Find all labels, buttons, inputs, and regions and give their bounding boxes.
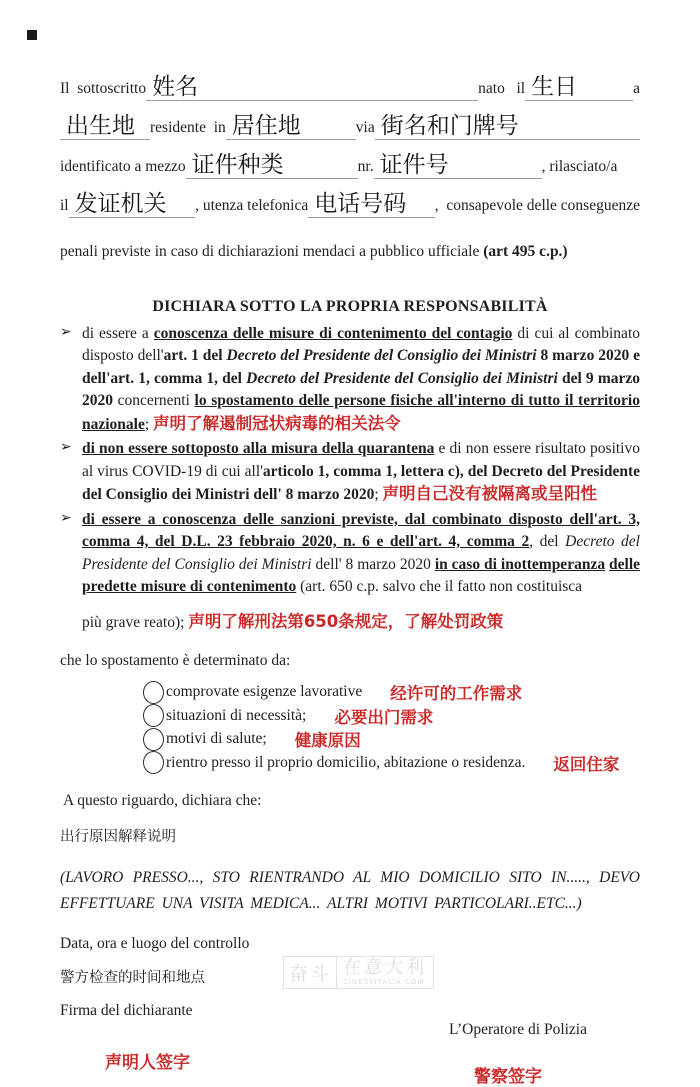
movement-intro: che lo spostamento è determinato da: — [60, 651, 291, 669]
more-serious-offense-line: più grave reato); 声明了解刑法第650条规定，了解处罚政策 — [82, 611, 504, 631]
declaration-title: DICHIARA SOTTO LA PROPRIA RESPONSABILITÀ — [152, 297, 548, 315]
penal-consequences-line: penali previste in caso di dichiarazioni mendaci a pubblico ufficiale (art 495 c.p.) — [60, 243, 568, 260]
declarant-signature-cn: 声明人签字 — [105, 1052, 190, 1073]
label-nato-il: nato il — [478, 80, 526, 97]
health-note-cn: 健康原因 — [294, 731, 361, 751]
birthdate-field[interactable] — [525, 75, 633, 101]
police-operator-label: L’Operatore di Polizia — [448, 1020, 587, 1038]
watermark — [283, 956, 434, 989]
regard-statement-cn: 出行原因解释说明 — [60, 828, 176, 845]
residence-field[interactable] — [226, 114, 356, 140]
birthplace-field[interactable] — [60, 114, 150, 140]
label-utenza-telefonica: , utenza telefonica — [195, 197, 309, 214]
label-via: via — [355, 119, 375, 136]
option-return-home: rientro presso il proprio domicilio, abitazione o residenza. 返回住家 — [143, 751, 640, 775]
label-residente-in: residente in — [150, 119, 226, 136]
bullet-containment-measures: ➢ di essere a conoscenza delle misure di contenimento del contagio di cui al combinato disposto dell'art. 1 del Decreto del Presidente del Consiglio dei Ministri 8 marzo 2020 e dell'art. 1, comma 1, del Decreto del Presidente del Consiglio dei Ministri del 9 marzo 2020 concernenti lo spostamento delle persone fisiche all'interno di tutto il territorio nazionale; 声明了解遏制冠状病毒的相关法令 — [60, 323, 640, 437]
signature-row — [60, 1048, 640, 1087]
form-row-issuer — [60, 179, 640, 218]
phone-field[interactable] — [308, 192, 434, 218]
street-placeholder: 街名和门牌号 — [380, 112, 519, 139]
declarant-signature-label: Firma del dichiarante — [60, 1001, 193, 1019]
label-a: a — [633, 80, 640, 97]
option-work-needs: comprovate esigenze lavorative 经许可的工作需求 — [143, 681, 640, 705]
id-type-placeholder: 证件种类 — [191, 151, 284, 178]
birthdate-placeholder: 生日 — [531, 73, 578, 100]
arrow-bullet-icon: ➢ — [60, 440, 72, 455]
watermark-name-site: 在意大利 CINESEITALIA.COM — [337, 956, 434, 989]
residence-placeholder: 居住地 — [231, 112, 301, 139]
label-nr: nr. — [357, 158, 374, 175]
bullet-sanctions: ➢ di essere a conoscenza delle sanzioni previste, dal combinato disposto dell'art. 3, comma 4, del D.L. 23 febbraio 2020, n. 6 e dell'art. 4, comma 2, del Decreto del Presidente del Consiglio dei Ministri dell' 8 marzo 2020 in caso di inottemperanza delle predette misure di contenimento (art. 650 c.p. salvo che il fatto non costituisca — [60, 509, 640, 599]
street-field[interactable] — [375, 114, 640, 140]
label-consapevole: , consapevole delle conseguenze — [434, 197, 640, 214]
phone-placeholder: 电话号码 — [314, 190, 407, 217]
radio-circle-work[interactable] — [143, 681, 164, 704]
control-date-place: Data, ora e luogo del controllo — [60, 934, 250, 952]
radio-circle-health[interactable] — [143, 728, 164, 751]
form-row-name — [60, 62, 640, 101]
label-identificato: identificato a mezzo — [60, 158, 186, 175]
id-number-placeholder: 证件号 — [379, 151, 449, 178]
page-corner-mark — [27, 30, 37, 40]
form-row-id — [60, 140, 640, 179]
label-il: il — [60, 197, 69, 214]
issuer-field[interactable] — [69, 192, 195, 218]
work-note-cn: 经许可的工作需求 — [390, 684, 523, 704]
arrow-bullet-icon: ➢ — [60, 510, 72, 526]
id-number-field[interactable] — [374, 153, 542, 179]
issuer-placeholder: 发证机关 — [74, 190, 167, 217]
option-health: motivi di salute; 健康原因 — [143, 728, 640, 752]
arrow-bullet-icon: ➢ — [60, 324, 72, 340]
control-date-place-cn: 警方检查的时间和地点 — [60, 969, 205, 986]
radio-circle-return-home[interactable] — [143, 751, 164, 774]
name-placeholder: 姓名 — [152, 73, 199, 100]
regard-statement: A questo riguardo, dichiara che: — [63, 791, 262, 809]
police-signature-cn: 警察签字 — [474, 1066, 542, 1087]
return-home-note-cn: 返回住家 — [553, 754, 620, 774]
bullet-no-quarantine: ➢ di non essere sottoposto alla misura della quarantena e di non essere risultato positivo al virus COVID-19 di cui all'articolo 1, comma 1, lettera c), del Decreto del Presidente del Consiglio dei Ministri dell' 8 marzo 2020; 声明自己没有被隔离或呈阳性 — [60, 438, 640, 507]
declaration-bullets — [60, 323, 640, 632]
form-row-residence — [60, 101, 640, 140]
reason-options — [143, 681, 640, 775]
label-rilasciato: , rilasciato/a — [541, 158, 618, 175]
option-necessity: situazioni di necessità; 必要出门需求 — [143, 704, 640, 728]
watermark-logo-box: 奋斗 — [283, 956, 337, 989]
necessity-note-cn: 必要出门需求 — [334, 707, 434, 727]
reason-examples-italic: (LAVORO PRESSO..., STO RIENTRANDO AL MIO DOMICILIO SITO IN....., DEVO EFFETTUARE UNA VISITA MEDICA... ALTRI MOTIVI PARTICOLARI..ETC...) — [60, 868, 640, 912]
birthplace-placeholder: 出生地 — [66, 112, 135, 139]
radio-circle-necessity[interactable] — [143, 704, 164, 727]
label-il-sottoscritto: Il sottoscritto — [60, 80, 147, 97]
name-field[interactable] — [146, 75, 478, 101]
id-type-field[interactable] — [186, 153, 358, 179]
